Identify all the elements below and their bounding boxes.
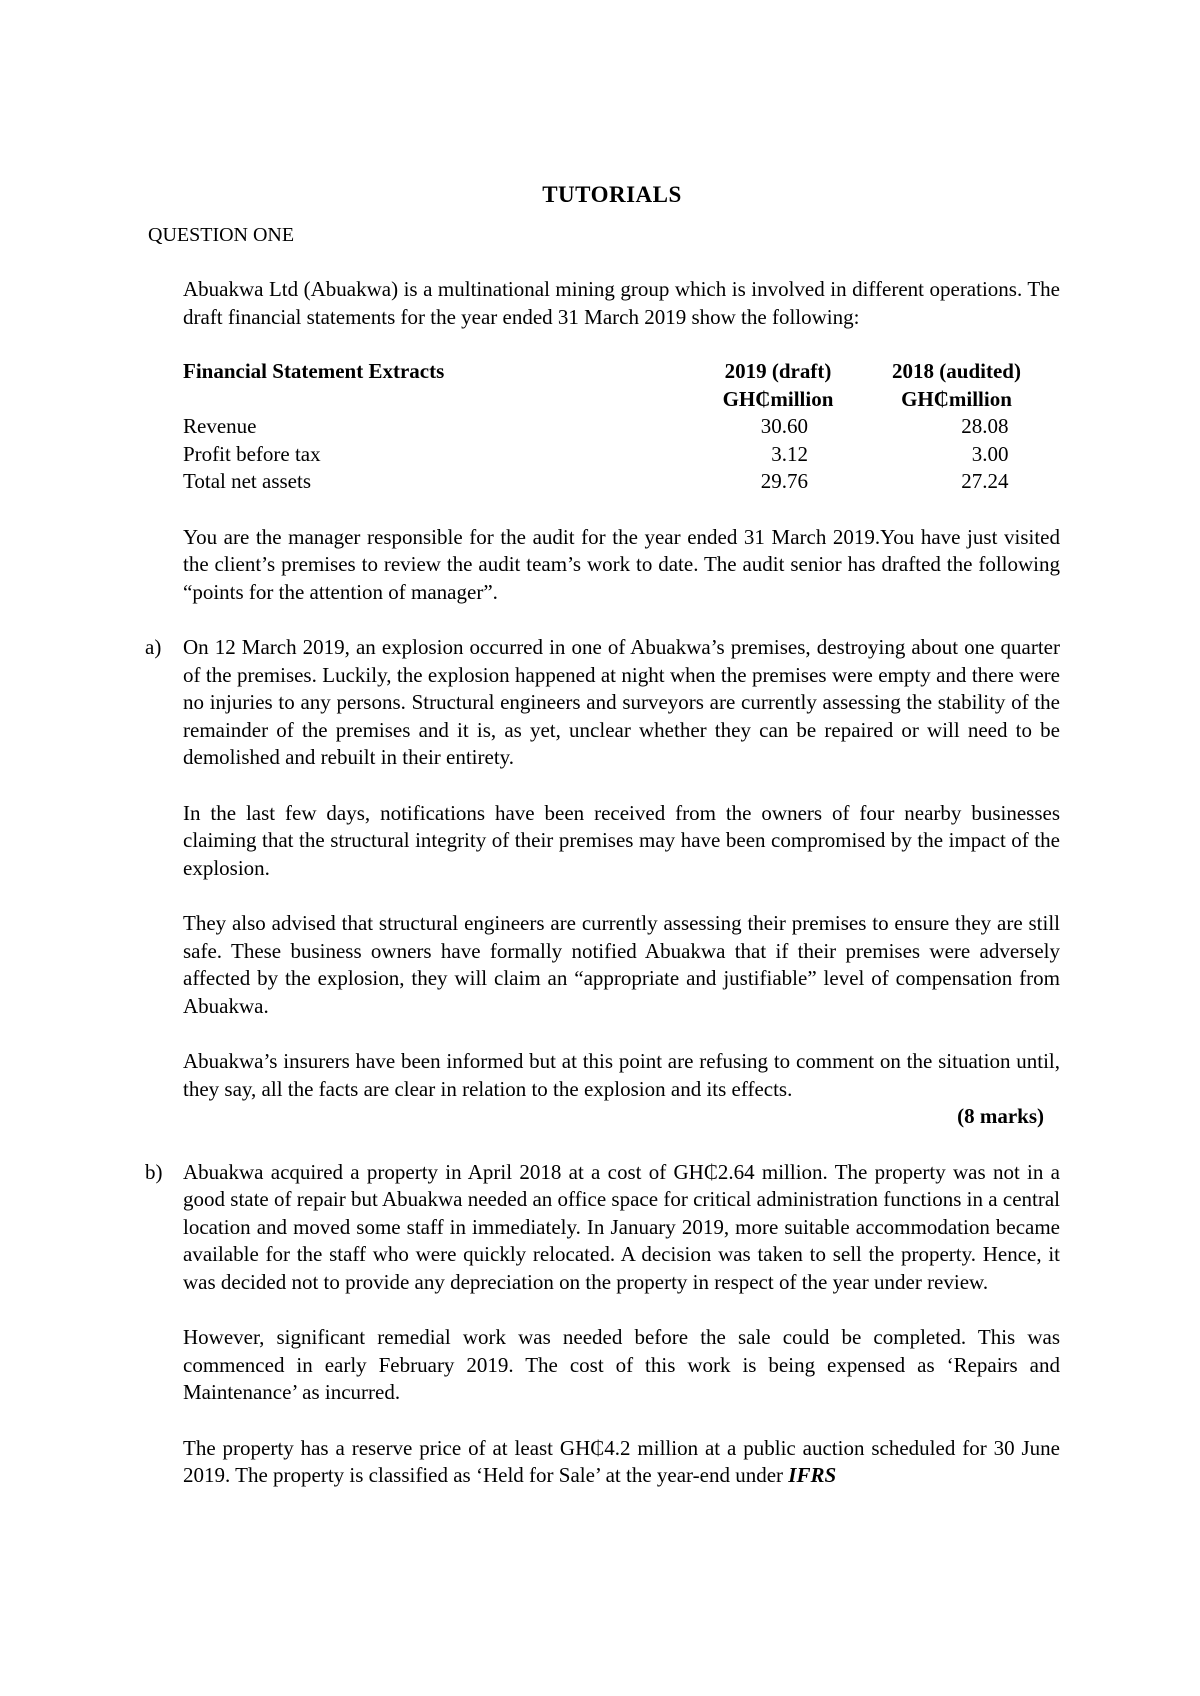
col-2019-unit: GH₵million	[722, 386, 834, 411]
page-title: TUTORIALS	[542, 182, 682, 207]
item-b-paragraph-1: Abuakwa acquired a property in April 2018 at a cost of GH₵2.64 million. The property was not in a good state of repair but Abuakwa needed an office space for critical administration functions in a central location and moved some staff in immediately. In January 2019, more suitable accommodation became available for the staff who were quickly relocated. A decision was taken to sell the property. Hence, it was decided not to provide any depreciation on the property in respect of the year under review.	[183, 1159, 1060, 1294]
row-label: Total net assets	[183, 469, 311, 493]
value-2018: 28.08	[961, 414, 1009, 438]
value-2019: 29.76	[760, 469, 808, 493]
table-row	[183, 468, 1060, 496]
col-2018-head: 2018 (audited)	[892, 359, 1021, 383]
item-a	[145, 634, 1060, 1131]
item-b-paragraph-2: However, significant remedial work was needed before the sale could be completed. This was commenced in early February 2019. The cost of this work is being expensed as ‘Repairs and Maintenance’ as incurred.	[183, 1325, 1060, 1404]
manager-paragraph: You are the manager responsible for the audit for the year ended 31 March 2019.You have just visited the client’s premises to review the audit team’s work to date. The audit senior has drafted the following “points for the attention of manager”.	[183, 524, 1060, 604]
question-heading: QUESTION ONE	[148, 224, 295, 246]
table-unit-row	[183, 386, 1060, 414]
item-b-label: b)	[145, 1159, 163, 1184]
item-a-paragraph-1: On 12 March 2019, an explosion occurred in one of Abuakwa’s premises, destroying about one quarter of the premises. Luckily, the explosion happened at night when the premises were empty and there were no injuries to any persons. Structural engineers and surveyors are currently assessing the stability of the remainder of the premises and it is, as yet, unclear whether they can be repaired or will need to be demolished and rebuilt in their entirety.	[183, 635, 1060, 769]
row-label: Profit before tax	[183, 441, 321, 466]
table-row	[183, 413, 1060, 441]
col-2018-unit: GH₵million	[901, 386, 1012, 411]
item-a-label: a)	[145, 635, 162, 659]
table-header-row	[183, 358, 1060, 386]
intro-paragraph: Abuakwa Ltd (Abuakwa) is a multinational mining group which is involved in different operations. The draft financial statements for the year ended 31 March 2019 show the following:	[183, 277, 1060, 329]
value-2019: 3.12	[771, 441, 808, 466]
item-a-marks: (8 marks)	[957, 1104, 1044, 1128]
col-2019-head: 2019 (draft)	[724, 359, 832, 383]
item-b	[145, 1159, 1060, 1490]
financial-table	[183, 358, 1060, 496]
item-a-paragraph-2: In the last few days, notifications have been received from the owners of four nearby businesses claiming that the structural integrity of their premises may have been compromised by the impact of the explosion.	[183, 800, 1060, 880]
ifrs-emphasis: IFRS	[788, 1463, 837, 1487]
item-a-paragraph-4: Abuakwa’s insurers have been informed but at this point are refusing to comment on the situation until, they say, all the facts are clear in relation to the explosion and its effects.	[183, 1049, 1060, 1101]
item-b-paragraph-3-text: The property has a reserve price of at least GH₵4.2 million at a public auction scheduled for 30 June 2019. The property is classified as ‘Held for Sale’ at the year-end under	[183, 1435, 1060, 1487]
item-b-paragraph-3	[183, 1435, 1060, 1490]
value-2019: 30.60	[760, 414, 808, 438]
table-row	[183, 441, 1060, 469]
value-2018: 3.00	[971, 441, 1009, 466]
item-a-paragraph-3: They also advised that structural engineers are currently assessing their premises to ensure they are still safe. These business owners have formally notified Abuakwa that if their premises were adversely affected by the explosion, they will claim an “appropriate and justifiable” level of compensation from Abuakwa.	[183, 911, 1060, 1018]
table-header-label: Financial Statement Extracts	[183, 359, 445, 383]
row-label: Revenue	[183, 414, 257, 438]
question-body	[145, 276, 1060, 1490]
value-2018: 27.24	[961, 469, 1009, 493]
